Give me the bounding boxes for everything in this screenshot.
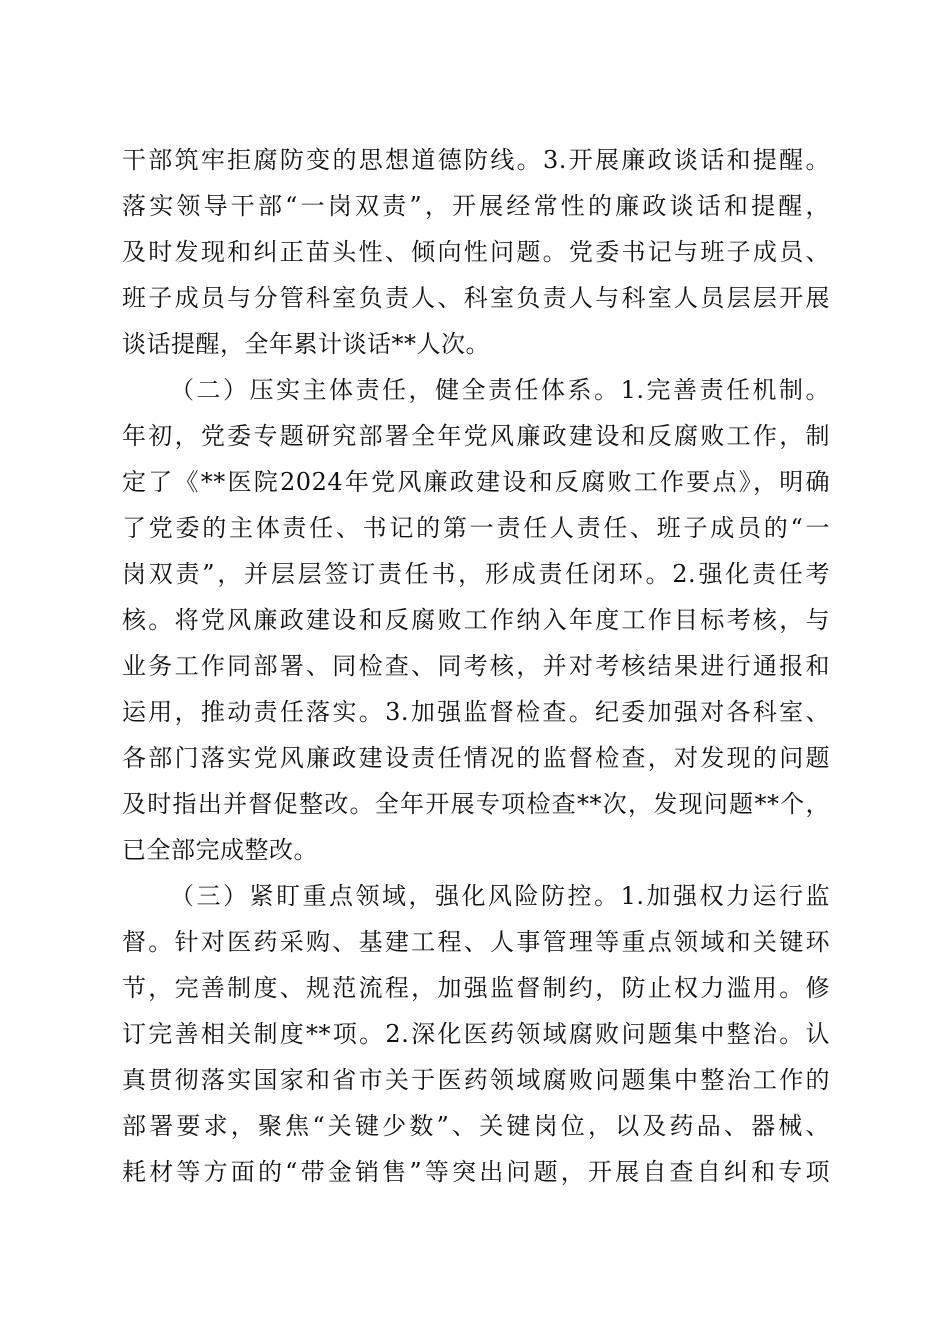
text-line: 督。针对医药采购、基建工程、人事管理等重点领域和关键环	[122, 928, 830, 956]
text-line: 真贯彻落实国家和省市关于医药领域腐败问题集中整治工作的	[122, 1066, 830, 1094]
section-heading-line: （二）压实主体责任，健全责任体系。1.完善责任机制。	[170, 376, 830, 404]
text-line: 落实领导干部“一岗双责”，开展经常性的廉政谈话和提醒，	[122, 192, 830, 220]
text-line: 业务工作同部署、同检查、同考核，并对考核结果进行通报和	[122, 652, 830, 680]
text-line: 了党委的主体责任、书记的第一责任人责任、班子成员的“一	[122, 514, 830, 542]
text-line: 定了《**医院2024年党风廉政建设和反腐败工作要点》，明确	[122, 468, 830, 496]
text-line: 及时指出并督促整改。全年开展专项检查**次，发现问题**个，	[122, 790, 830, 818]
text-line: 运用，推动责任落实。3.加强监督检查。纪委加强对各科室、	[122, 698, 830, 726]
text-line: 节，完善制度、规范流程，加强监督制约，防止权力滥用。修	[122, 974, 830, 1002]
text-line: 已全部完成整改。	[122, 836, 318, 864]
text-line: 干部筑牢拒腐防变的思想道德防线。3.开展廉政谈话和提醒。	[122, 146, 830, 174]
text-line: 年初，党委专题研究部署全年党风廉政建设和反腐败工作，制	[122, 422, 830, 450]
text-line: 班子成员与分管科室负责人、科室负责人与科室人员层层开展	[122, 284, 830, 312]
text-line: 及时发现和纠正苗头性、倾向性问题。党委书记与班子成员、	[122, 238, 830, 266]
text-line: 岗双责”，并层层签订责任书，形成责任闭环。2.强化责任考	[122, 560, 830, 588]
section-heading-line: （三）紧盯重点领域，强化风险防控。1.加强权力运行监	[170, 882, 830, 910]
text-line: 谈话提醒，全年累计谈话**人次。	[122, 330, 490, 358]
text-line: 订完善相关制度**项。2.深化医药领域腐败问题集中整治。认	[122, 1020, 830, 1048]
text-line: 耗材等方面的“带金销售”等突出问题，开展自查自纠和专项	[122, 1158, 830, 1186]
text-line: 核。将党风廉政建设和反腐败工作纳入年度工作目标考核，与	[122, 606, 830, 634]
text-line: 各部门落实党风廉政建设责任情况的监督检查，对发现的问题	[122, 744, 830, 772]
text-line: 部署要求，聚焦“关键少数”、关键岗位，以及药品、器械、	[122, 1112, 830, 1140]
